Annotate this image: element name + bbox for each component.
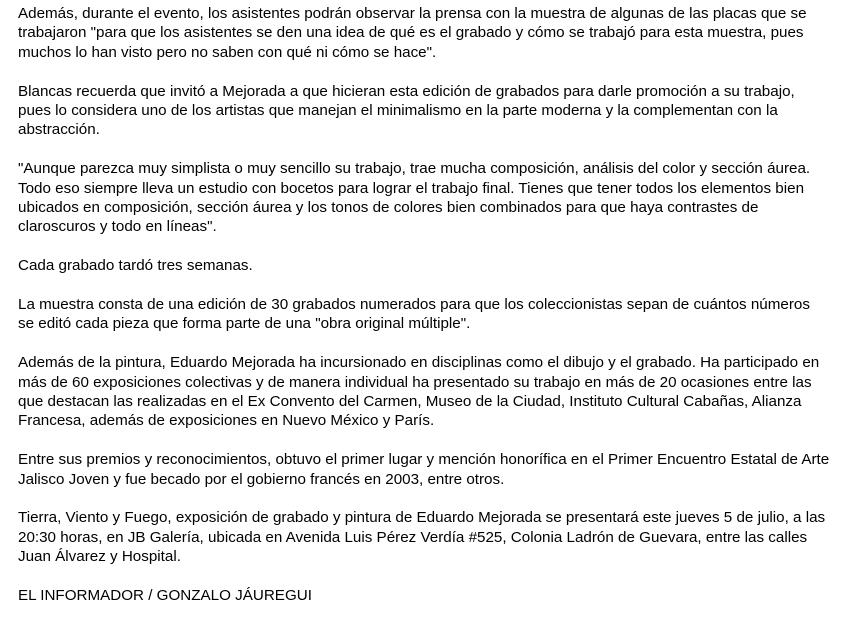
article-byline: EL INFORMADOR / GONZALO JÁUREGUI <box>18 587 312 605</box>
article-paragraph: Entre sus premios y reconocimientos, obtuvo el primer lugar y mención honorífica en el Primer Encuentro Estatal de Arte Jalisco Joven y fue becado por el gobierno francés en 2003, entre otros. <box>18 451 830 488</box>
article-paragraph: Además, durante el evento, los asistentes podrán observar la prensa con la muestra de algunas de las placas que se trabajaron "para que los asistentes se den una idea de qué es el grabado y cómo se trabajó para esta muestra, pues muchos lo han visto pero no saben con qué ni cómo se hace". <box>18 5 807 61</box>
article-paragraph: La muestra consta de una edición de 30 grabados numerados para que los coleccionistas sepan de cuántos números se editó cada pieza que forma parte de una "obra original múltiple". <box>18 296 810 333</box>
article-body <box>18 4 830 625</box>
article-paragraph: Tierra, Viento y Fuego, exposición de grabado y pintura de Eduardo Mejorada se presentará este jueves 5 de julio, a las 20:30 horas, en JB Galería, ubicada en Avenida Luis Pérez Verdía #525, Colonia Ladrón de Guevara, entre las calles Juan Álvarez y Hospital. <box>18 509 826 566</box>
article-paragraph: Blancas recuerda que invitó a Mejorada a que hicieran esta edición de grabados para darle promoción a su trabajo, pues lo considera uno de los artistas que manejan el minimalismo en la parte moderna y la complementan con la abstracción. <box>18 82 795 139</box>
article-paragraph: Cada grabado tardó tres semanas. <box>18 257 253 275</box>
article-paragraph: Además de la pintura, Eduardo Mejorada ha incursionado en disciplinas como el dibujo y el grabado. Ha participado en más de 60 exposiciones colectivas y de manera individual ha presentado su trabajo en más de 20 ocasiones entre las que destacan las realizadas en el Ex Convento del Carmen, Museo de la Ciudad, Instituto Cultural Cabañas, Alianza Francesa, además de exposiciones en Nuevo México y París. <box>18 354 820 430</box>
article-paragraph: "Aunque parezca muy simplista o muy sencillo su trabajo, trae mucha composición, análisis del color y sección áurea. Todo eso siempre lleva un estudio con bocetos para lograr el trabajo final. Tienes que tener todos los elementos bien ubicados en composición, sección áurea y los tonos de colores bien combinados para que haya contrastes de claroscuros y todo en líneas". <box>18 160 811 236</box>
